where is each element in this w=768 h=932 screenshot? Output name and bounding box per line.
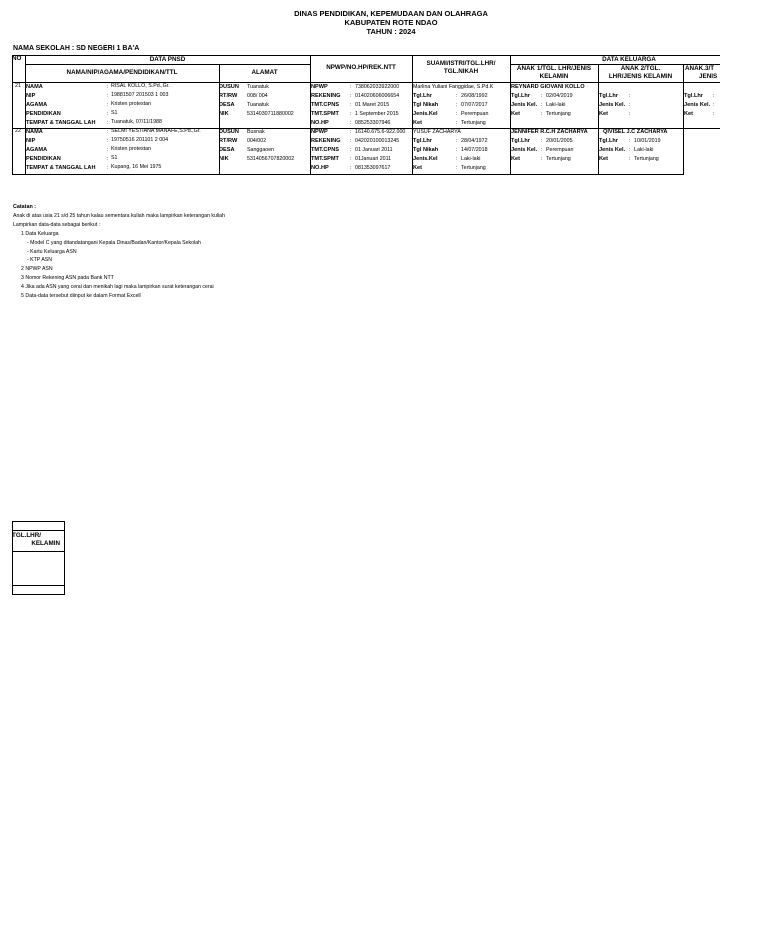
colon: : xyxy=(350,111,352,118)
col-data-pnsd-header: DATA PNSD xyxy=(149,56,186,63)
alamat-value: 5314056707820002 xyxy=(247,156,295,163)
pnsd-label: NIP xyxy=(26,138,36,145)
npwp-value: 085253307946 xyxy=(355,120,391,127)
colon: : xyxy=(541,111,543,118)
colon: : xyxy=(350,129,352,135)
pnsd-value: Kristen protestan xyxy=(111,146,152,153)
anak-label: Jenis Kel. xyxy=(599,102,626,109)
pnsd-value: 19750516 201101 2 004 xyxy=(111,137,169,144)
anak-value: Laki-laki xyxy=(634,147,654,154)
pasangan-label: Tgl Nikah xyxy=(413,102,439,109)
colon: : xyxy=(350,138,352,145)
note-line: Catatan : xyxy=(13,204,37,210)
alamat-value: 008/ 004 xyxy=(247,93,268,100)
colon: : xyxy=(456,93,458,100)
pnsd-value: Kristen protestan xyxy=(111,101,152,108)
anak-label: Jenis Kel. xyxy=(511,102,538,109)
alamat-label: RT/RW xyxy=(219,93,238,100)
colon: : xyxy=(350,84,352,90)
pnsd-label: AGAMA xyxy=(26,102,48,109)
pnsd-label: NIP xyxy=(26,93,36,100)
pasangan-value: 07/07/2017 xyxy=(461,102,488,109)
col-npwp-header: NPWP/NO.HP/REK.NTT xyxy=(326,64,396,71)
pnsd-value: SELMI YESTIANA MANAFE,S.Pd.,Gr. xyxy=(111,128,201,134)
npwp-value: 1 September 2015 xyxy=(355,111,399,118)
colon: : xyxy=(456,102,458,109)
npwp-label: NO.HP xyxy=(311,165,329,172)
pasangan-nama: YUSUF ZACHARYA xyxy=(413,129,461,135)
anak1-nama: REYNARD GIOVANI KOLLO xyxy=(511,84,585,90)
note-line: 2 NPWP ASN xyxy=(21,266,53,273)
colon: : xyxy=(456,111,458,118)
colon: : xyxy=(107,102,109,109)
col-nama-header: NAMA/NIP/AGAMA/PENDIDIKAN/TTL xyxy=(66,69,178,76)
colon: : xyxy=(629,138,631,145)
note-line: Lampirkan data-data sebagai berikut : xyxy=(13,221,101,228)
alamat-value: Tuanatuk xyxy=(247,84,269,90)
anak-label: Tgl.Lhr xyxy=(684,93,703,100)
colon: : xyxy=(350,120,352,127)
year-title: TAHUN : 2024 xyxy=(366,27,416,36)
colon: : xyxy=(713,93,715,100)
alamat-value: Sanggaoen xyxy=(247,147,275,154)
row-number: 21 xyxy=(15,83,21,89)
agency-title: DINAS PENDIDIKAN, KEPEMUDAAN DAN OLAHRAGA xyxy=(294,9,488,18)
colon: : xyxy=(107,84,109,90)
colon: : xyxy=(456,156,458,163)
pasangan-value: Laki-laki xyxy=(461,156,481,163)
alamat-value: Tuanatuk xyxy=(247,102,269,109)
col-anak1-header-1: ANAK 1/TGL. LHR/JENIS xyxy=(516,65,592,72)
pnsd-label: NAMA xyxy=(26,129,43,135)
pasangan-label: Jenis.Kel xyxy=(413,111,438,118)
note-line: Anak di atas usia 21 s/d 25 tahun kalau sementara kuliah maka lampirkan keterangan kuliah xyxy=(13,212,225,219)
row-number: 22 xyxy=(15,128,21,134)
colon: : xyxy=(107,93,109,100)
alamat-value: 5314030711880002 xyxy=(247,111,294,118)
npwp-label: TMT.CPNS xyxy=(311,102,339,109)
note-line: 4 Jika ada ASN yang cerai dan menikah lagi maka lampirkan surat keterangan cerai xyxy=(21,284,214,291)
pnsd-value: Tuanatuk, 07/11/1988 xyxy=(111,119,162,126)
col-anak2-header-2: LHR/JENIS KELAMIN xyxy=(608,73,673,80)
npwp-label: TMT.CPNS xyxy=(311,147,339,154)
colon: : xyxy=(107,165,109,172)
anak-value: 10/01/2019 xyxy=(634,138,661,145)
anak-label: Jenis Kel. xyxy=(511,147,538,154)
colon: : xyxy=(107,129,109,135)
colon: : xyxy=(350,156,352,163)
anak-value: Perempuan xyxy=(546,147,574,154)
anak-value: 20/01/2005 xyxy=(546,138,573,145)
colon: : xyxy=(629,147,631,154)
colon: : xyxy=(107,156,109,163)
colon: : xyxy=(541,102,543,109)
anak-value: Laki-laki xyxy=(546,102,566,109)
colon: : xyxy=(350,147,352,154)
anak-label: Ket xyxy=(599,156,609,163)
alamat-label: NIK xyxy=(219,111,229,118)
anak-label: Jenis Kel. xyxy=(599,147,626,154)
anak-label: Jenis Kel. xyxy=(684,102,711,109)
colon: : xyxy=(107,120,109,127)
anak-label: Ket xyxy=(599,111,609,118)
pasangan-label: Tgl Nikah xyxy=(413,147,439,154)
col-anak2-header-1: ANAK 2/TGL. xyxy=(620,65,661,72)
pnsd-value: RISAL KOLLO, S.Pd.,Gr. xyxy=(111,83,170,89)
anak-label: Tgl.Lhr xyxy=(599,93,618,100)
alamat-value: 004/002 xyxy=(247,138,267,145)
colon: : xyxy=(456,120,458,127)
col-anak1-header-2: KELAMIN xyxy=(539,73,569,80)
pnsd-label: NAMA xyxy=(26,84,43,90)
colon: : xyxy=(350,102,352,109)
colon: : xyxy=(713,102,715,109)
anak-value: Tertunjang xyxy=(634,156,659,163)
alamat-label: NIK xyxy=(219,156,229,163)
colon: : xyxy=(541,138,543,145)
pasangan-value: Perempuan xyxy=(461,111,489,118)
pnsd-value: Kupang, 16 Mei 1975 xyxy=(111,164,162,171)
npwp-value: 01 Januari 2011 xyxy=(355,147,393,154)
pasangan-nama: Marlina Yuliani Fanggidae, S.Pd.K xyxy=(413,84,494,90)
colon: : xyxy=(456,165,458,172)
alamat-value: Busnak xyxy=(247,129,265,135)
col-keluarga-header: DATA KELUARGA xyxy=(602,56,656,63)
col-anak3-header-1: ANAK.3/T xyxy=(685,65,715,72)
npwp-label: NO.HP xyxy=(311,120,329,127)
regency-title: KABUPATEN ROTE NDAO xyxy=(344,18,438,27)
pnsd-label: AGAMA xyxy=(26,147,48,154)
pasangan-value: Tertunjang xyxy=(461,165,486,172)
npwp-value: 042020100013245 xyxy=(355,138,400,145)
overflow-header-2: KELAMIN xyxy=(31,540,60,547)
overflow-header-1: TGL.LHR/ xyxy=(12,532,42,539)
npwp-label: NPWP xyxy=(311,84,328,90)
note-line: 5 Data-data tersebut diinput ke dalam Format Excell xyxy=(21,293,141,299)
pasangan-value: 14/07/2018 xyxy=(461,147,488,154)
alamat-label: DUSUN xyxy=(219,129,239,135)
alamat-label: DUSUN xyxy=(219,84,239,90)
note-line: - Model C yang ditandatangani Kepala Dinas/Badan/Kantor/Kepala Sekolah xyxy=(27,239,201,246)
anak-label: Tgl.Lhr xyxy=(599,138,618,145)
colon: : xyxy=(629,111,631,118)
pasangan-label: Jenis.Kel xyxy=(413,156,438,163)
pasangan-value: Tertunjang xyxy=(461,120,486,127)
alamat-label: DESA xyxy=(219,102,235,109)
pasangan-label: Tgl.Lhr xyxy=(413,93,432,100)
colon: : xyxy=(350,165,352,172)
col-alamat-header: ALAMAT xyxy=(251,69,278,76)
col-pasangan-header-1: SUAMI/ISTRI/TGL.LHR/ xyxy=(426,60,496,67)
npwp-value: 738062033922000 xyxy=(355,84,400,90)
colon: : xyxy=(629,93,631,100)
npwp-value: 01Januari 2011 xyxy=(355,156,392,163)
colon: : xyxy=(107,111,109,118)
col-anak3-header-2: JENIS xyxy=(699,73,718,80)
colon: : xyxy=(107,147,109,154)
col-pasangan-header-2: TGL.NIKAH xyxy=(443,68,479,75)
pnsd-label: TEMPAT & TANGGAL LAH xyxy=(26,120,96,127)
colon: : xyxy=(629,156,631,163)
npwp-label: TMT.SPMT xyxy=(311,111,339,118)
anak-value: Tertunjang xyxy=(546,111,571,118)
anak-label: Ket xyxy=(684,111,694,118)
pnsd-value: S1 xyxy=(111,110,118,117)
note-line: - Kartu Keluarga ASN xyxy=(27,248,77,255)
npwp-label: NPWP xyxy=(311,129,328,135)
note-line: - KTP ASN xyxy=(27,257,52,264)
colon: : xyxy=(541,147,543,154)
npwp-value: 014020606006654 xyxy=(355,93,400,100)
pnsd-label: PENDIDIKAN xyxy=(26,111,61,118)
colon: : xyxy=(541,156,543,163)
pasangan-label: Ket xyxy=(413,120,423,127)
anak-value: Tertunjang xyxy=(546,156,571,163)
school-name: NAMA SEKOLAH : SD NEGERI 1 BA'A xyxy=(13,45,140,52)
colon: : xyxy=(350,93,352,100)
npwp-label: REKENING xyxy=(311,138,341,145)
pnsd-label: PENDIDIKAN xyxy=(26,156,61,163)
pasangan-label: Ket xyxy=(413,165,423,172)
npwp-label: REKENING xyxy=(311,93,341,100)
npwp-label: TMT.SPMT xyxy=(311,156,339,163)
pasangan-label: Tgl.Lhr xyxy=(413,138,432,145)
colon: : xyxy=(541,93,543,100)
colon: : xyxy=(456,147,458,154)
anak-label: Tgl.Lhr xyxy=(511,138,530,145)
npwp-value: 081353097617 xyxy=(355,165,391,172)
note-line: 3 Nomor Rekening ASN pada Bank NTT xyxy=(21,275,114,282)
pnsd-label: TEMPAT & TANGGAL LAH xyxy=(26,165,96,172)
pasangan-value: 28/04/1972 xyxy=(461,138,488,145)
anak-label: Ket xyxy=(511,111,521,118)
pasangan-value: 26/08/1992 xyxy=(461,93,488,100)
pnsd-value: 19881507 201503 1 003 xyxy=(111,92,169,99)
pnsd-value: S1 xyxy=(111,155,118,162)
colon: : xyxy=(107,138,109,145)
note-line: 1 Data Keluarga xyxy=(21,230,59,237)
anak1-nama: JENNIFER R.C.H ZACHARYA xyxy=(511,129,588,135)
colon: : xyxy=(456,138,458,145)
colon: : xyxy=(713,111,715,118)
npwp-value: 01 Maret 2015 xyxy=(355,102,390,109)
colon: : xyxy=(629,102,631,109)
alamat-label: DESA xyxy=(219,147,235,154)
anak-label: Tgl.Lhr xyxy=(511,93,530,100)
alamat-label: RT/RW xyxy=(219,138,238,145)
anak2-nama: QIVISEL J.C ZACHARYA xyxy=(603,129,668,135)
col-no-header: NO xyxy=(12,55,22,62)
anak-value: 02/04/2019 xyxy=(546,93,573,100)
npwp-value: 16140.675.6-922.000 xyxy=(355,129,406,135)
anak-label: Ket xyxy=(511,156,521,163)
